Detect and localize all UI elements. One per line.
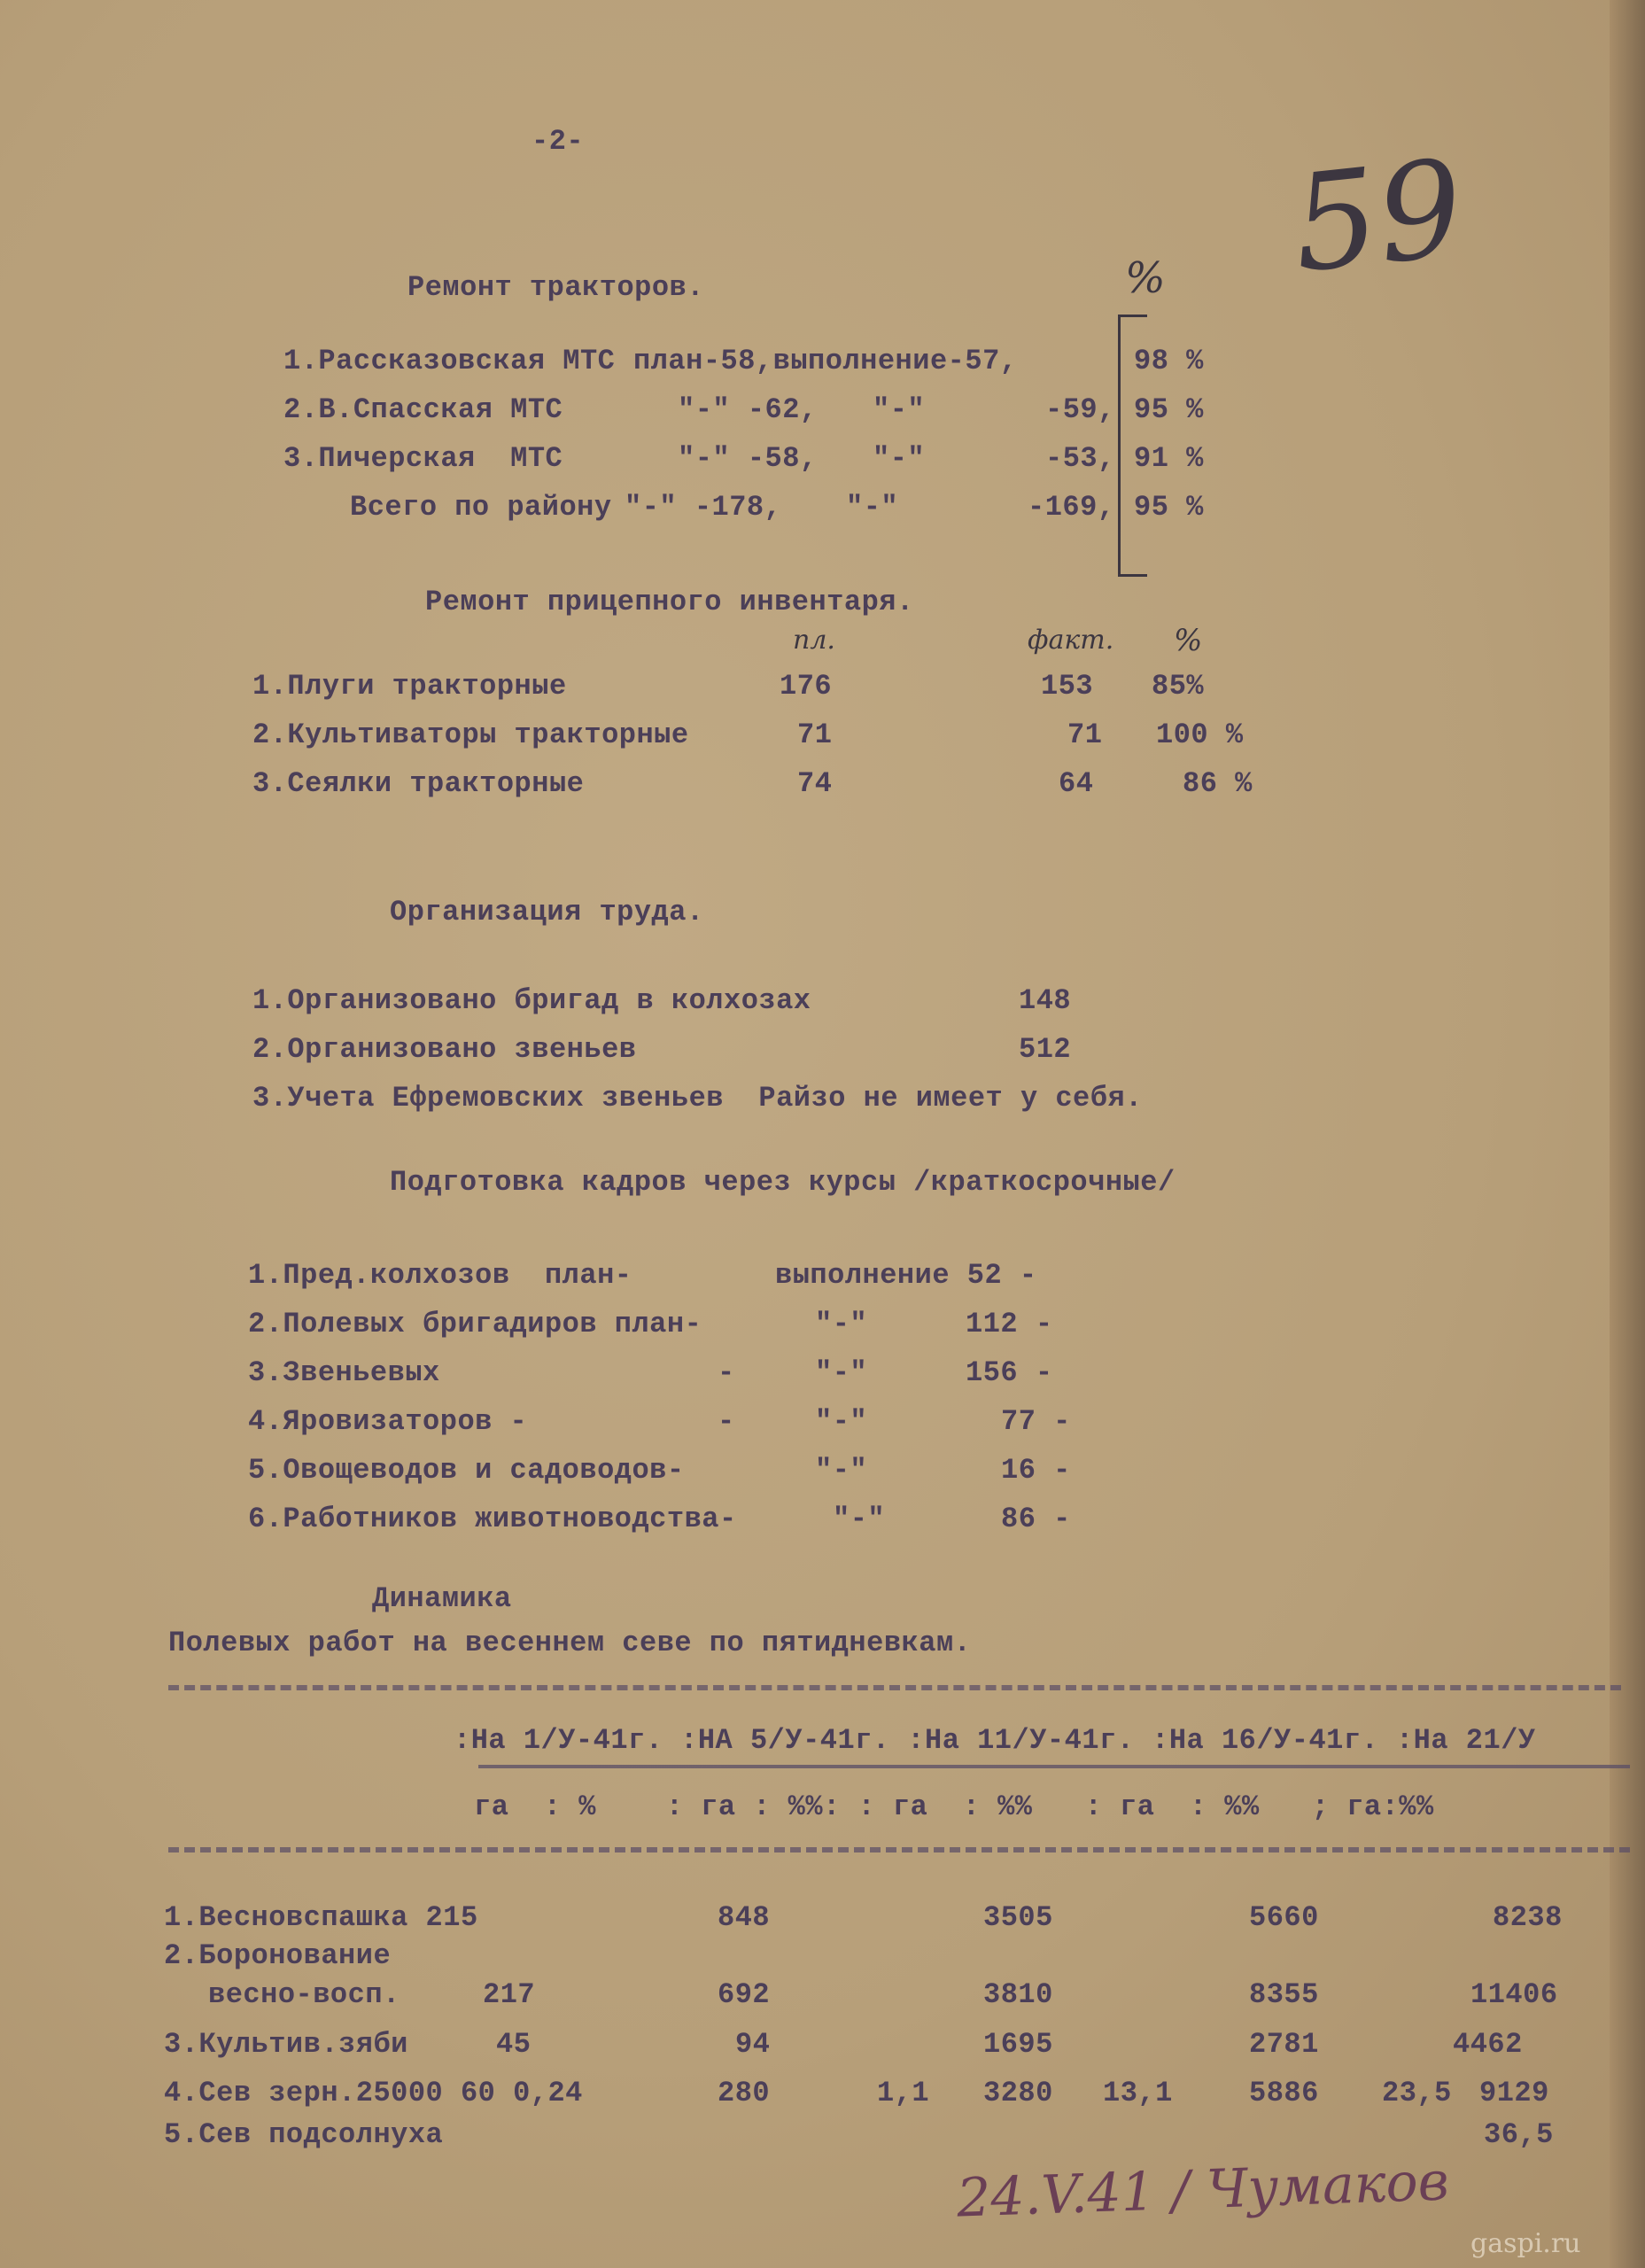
row-value: 4462 (1453, 2028, 1523, 2061)
row-value: 1,1 (877, 2077, 930, 2109)
row-label: 1.Организовано бригад в колхозах (252, 984, 811, 1017)
row-value: "-" (815, 1454, 868, 1487)
row-value: "-" (815, 1356, 868, 1389)
row-value: 23,5 (1382, 2077, 1452, 2109)
row-value: 217 (483, 1978, 536, 2011)
dynamics-title: Динамика (372, 1582, 512, 1615)
row-label: 1.Пред.колхозов план- (248, 1259, 632, 1292)
row-value: "-" (873, 442, 926, 475)
row-value: 112 - (966, 1308, 1053, 1340)
row-value: 3505 (983, 1901, 1053, 1934)
row-value: 45 (496, 2028, 532, 2061)
row-value: 95 % (1134, 393, 1204, 426)
row-value: 176 (780, 670, 833, 703)
labor-title: Организация труда. (390, 896, 704, 928)
row-label: 3.Пичерская МТС (283, 442, 563, 475)
row-value: 156 - (966, 1356, 1053, 1389)
row-value: - (718, 1405, 735, 1438)
row-value: 3810 (983, 1978, 1053, 2011)
row-label: 3.Учета Ефремовских звеньев Райзо не имеет у себя. (252, 1082, 1143, 1115)
row-label: Всего по району (350, 491, 612, 524)
row-value: 86 - (1001, 1503, 1071, 1535)
row-value: "-" (873, 393, 926, 426)
double-rule (168, 1847, 1630, 1852)
row-value: 86 % (1183, 767, 1253, 800)
row-value: 98 % (1134, 345, 1204, 377)
row-label: 2.Боронование (164, 1939, 392, 1972)
row-label: 3.Звеньевых (248, 1356, 440, 1389)
row-value: 148 (1019, 984, 1072, 1017)
row-value: -59, (1045, 393, 1115, 426)
page-number: -2- (532, 125, 585, 158)
dynamics-subheader: га : % : га : %%: : га : %% : га : %% ; га:%% (474, 1790, 1434, 1823)
row-value: 280 (718, 2077, 771, 2109)
page-edge (1610, 0, 1645, 2268)
row-label: 2.Организовано звеньев (252, 1033, 637, 1066)
row-label: 2.Культиваторы тракторные (252, 718, 689, 751)
header-rule (478, 1765, 1630, 1768)
row-value: 3280 (983, 2077, 1053, 2109)
row-value: 153 (1041, 670, 1094, 703)
row-value: "-" -62, (678, 393, 818, 426)
row-value: 11406 (1470, 1978, 1558, 2011)
dynamics-header: :На 1/У-41г. :НА 5/У-41г. :На 11/У-41г. :На 16/У-41г. :На 21/У (454, 1724, 1536, 1757)
col-pct-label: % (1174, 623, 1203, 658)
row-value: -53, (1045, 442, 1115, 475)
row-value: выполнение 52 - (775, 1259, 1037, 1292)
row-value: 91 % (1134, 442, 1204, 475)
row-value: "-" (815, 1405, 868, 1438)
row-label: 1.Плуги тракторные (252, 670, 567, 703)
row-label: 2.В.Спасская МТС (283, 393, 563, 426)
signature: 24.V.41 / Чумаков (955, 2150, 1450, 2230)
row-value: - (718, 1356, 735, 1389)
row-label: 5.Овощеводов и садоводов- (248, 1454, 685, 1487)
row-value: "-" (833, 1503, 886, 1535)
row-value: 2781 (1249, 2028, 1319, 2061)
row-value: 94 (735, 2028, 771, 2061)
row-value: 5660 (1249, 1901, 1319, 1934)
archive-sheet-number: 59 (1285, 131, 1470, 303)
row-value: 692 (718, 1978, 771, 2011)
row-value: 71 (1067, 718, 1103, 751)
row-value: 9129 (1479, 2077, 1549, 2109)
row-value: "-" -58, (678, 442, 818, 475)
row-label: 1.Весновспашка 215 (164, 1901, 478, 1934)
row-value: 36,5 (1484, 2118, 1554, 2151)
double-rule (168, 1685, 1621, 1690)
row-value: 77 - (1001, 1405, 1071, 1438)
tractor-repair-title: Ремонт тракторов. (407, 271, 704, 304)
row-label: 5.Сев подсолнуха (164, 2118, 444, 2151)
row-label: 1.Рассказовская МТС (283, 345, 616, 377)
row-value: 95 % (1134, 491, 1204, 524)
row-value: 1695 (983, 2028, 1053, 2061)
watermark: gaspi.ru (1470, 2228, 1581, 2259)
row-label: весно-восп. (208, 1978, 400, 2011)
row-label: 4.Сев зерн.25000 60 0,24 (164, 2077, 583, 2109)
row-label: 2.Полевых бригадиров план- (248, 1308, 702, 1340)
row-value: 848 (718, 1901, 771, 1934)
row-value: 8355 (1249, 1978, 1319, 2011)
row-value: 16 - (1001, 1454, 1071, 1487)
row-value: 85% (1152, 670, 1205, 703)
row-value: -169, (1028, 491, 1115, 524)
row-value: 100 % (1156, 718, 1244, 751)
training-title: Подготовка кадров через курсы /краткосрочные/ (390, 1166, 1176, 1199)
col-plan-label: пл. (793, 625, 835, 656)
row-value: 5886 (1249, 2077, 1319, 2109)
dynamics-subtitle: Полевых работ на весеннем севе по пятидневкам. (168, 1627, 972, 1659)
row-value: "-" (815, 1308, 868, 1340)
row-label: 3.Культив.зяби (164, 2028, 408, 2061)
row-value: 64 (1059, 767, 1094, 800)
row-label: 3.Сеялки тракторные (252, 767, 585, 800)
row-value: 13,1 (1103, 2077, 1173, 2109)
row-label: 6.Работников животноводства- (248, 1503, 737, 1535)
row-value: 71 (797, 718, 833, 751)
row-value: "-" (846, 491, 899, 524)
col-fact-label: факт. (1028, 625, 1114, 656)
row-value: 512 (1019, 1033, 1072, 1066)
row-label: 4.Яровизаторов - (248, 1405, 528, 1438)
row-value: "-" -178, (625, 491, 782, 524)
handwritten-percent: % (1125, 253, 1166, 303)
row-value: план-58,выполнение-57, (633, 345, 1018, 377)
row-value: 8238 (1493, 1901, 1563, 1934)
trailer-repair-title: Ремонт прицепного инвентаря. (425, 586, 914, 618)
row-value: 74 (797, 767, 833, 800)
